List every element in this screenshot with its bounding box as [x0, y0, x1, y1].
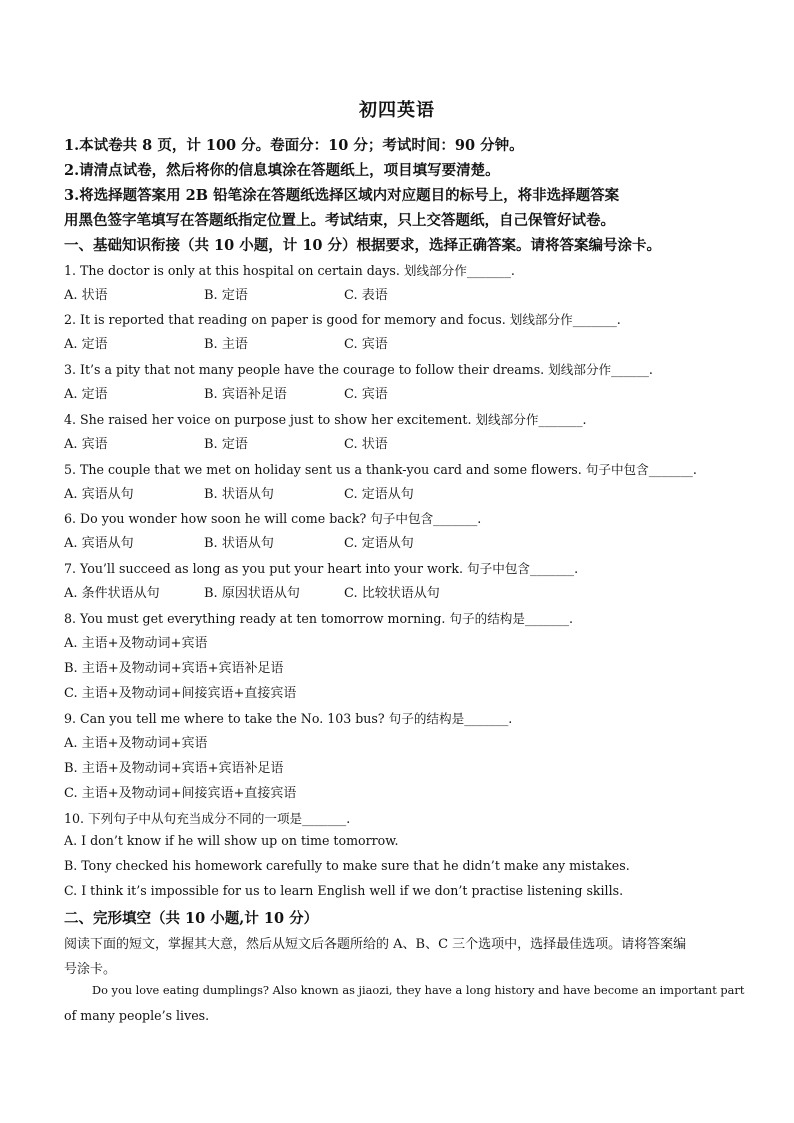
passage-line-2: of many people’s lives. — [64, 1008, 210, 1023]
section1-heading: 一、基础知识衔接（共 10 小题，计 10 分）根据要求，选择正确答案。请将答案编号涂卡。 — [64, 237, 662, 254]
note-1: 1.本试卷共 8 页，计 100 分。卷面分：10 分；考试时间：90 分钟。 — [64, 137, 524, 154]
note-3: 3.将选择题答案用 2B 铅笔涂在答题纸选择区域内对应题目的标号上，将非选择题答案 — [64, 187, 620, 204]
option-b: B. 状语从句 — [204, 487, 274, 502]
note-4: 用黑色签字笔填写在答题纸指定位置上。考试结束，只上交答题纸，自己保管好试卷。 — [64, 212, 615, 229]
question-9-option-b: B. 主语+及物动词+宾语+宾语补足语 — [64, 761, 284, 776]
question-9-stem: 9. Can you tell me where to take the No. 103 bus? 句子的结构是_______. — [64, 711, 513, 726]
option-c: C. 表语 — [344, 288, 388, 303]
question-4-stem: 4. She raised her voice on purpose just to show her excitement. 划线部分作_______. — [64, 412, 587, 427]
option-c: C. 比较状语从句 — [344, 586, 440, 601]
option-c: C. 定语从句 — [344, 487, 414, 502]
option-b: B. 宾语补足语 — [204, 387, 287, 402]
option-a: A. 宾语从句 — [64, 487, 134, 502]
question-8-option-a: A. 主语+及物动词+宾语 — [64, 636, 208, 651]
section2-instruction-2: 号涂卡。 — [64, 962, 117, 977]
question-5-stem: 5. The couple that we met on holiday sent us a thank-you card and some flowers. 句子中包含_______. — [64, 462, 697, 477]
question-7-options — [64, 582, 440, 601]
option-a: A. 状语 — [64, 288, 108, 303]
question-6-options — [64, 532, 414, 551]
question-10-option-a: A. I don’t know if he will show up on time tomorrow. — [64, 833, 399, 848]
question-2-stem: 2. It is reported that reading on paper is good for memory and focus. 划线部分作_______. — [64, 312, 621, 327]
section2-heading: 二、完形填空（共 10 小题,计 10 分） — [64, 910, 319, 927]
question-4-options — [64, 433, 388, 452]
question-5-options — [64, 483, 414, 502]
question-2-options — [64, 333, 388, 352]
option-a: A. 定语 — [64, 337, 108, 352]
option-a: A. 条件状语从句 — [64, 586, 160, 601]
question-10-option-c: C. I think it’s impossible for us to learn English well if we don’t practise listening skills. — [64, 883, 624, 898]
option-b: B. 状语从句 — [204, 536, 274, 551]
question-8-option-b: B. 主语+及物动词+宾语+宾语补足语 — [64, 661, 284, 676]
question-6-stem: 6. Do you wonder how soon he will come back? 句子中包含_______. — [64, 511, 482, 526]
question-8-stem: 8. You must get everything ready at ten tomorrow morning. 句子的结构是_______. — [64, 611, 574, 626]
option-b: B. 定语 — [204, 288, 248, 303]
option-b: B. 主语 — [204, 337, 248, 352]
question-8-option-c: C. 主语+及物动词+间接宾语+直接宾语 — [64, 686, 297, 701]
question-1-options — [64, 284, 388, 303]
option-c: C. 状语 — [344, 437, 388, 452]
option-c: C. 宾语 — [344, 387, 388, 402]
question-9-option-a: A. 主语+及物动词+宾语 — [64, 736, 208, 751]
question-1-stem: 1. The doctor is only at this hospital on certain days. 划线部分作_______. — [64, 263, 515, 278]
option-c: C. 宾语 — [344, 337, 388, 352]
question-7-stem: 7. You’ll succeed as long as you put your heart into your work. 句子中包含_______. — [64, 561, 579, 576]
option-a: A. 宾语 — [64, 437, 108, 452]
passage-line-1: Do you love eating dumplings? Also known as jiaozi, they have a long history and have become an important part — [92, 983, 745, 997]
option-a: A. 定语 — [64, 387, 108, 402]
question-9-option-c: C. 主语+及物动词+间接宾语+直接宾语 — [64, 786, 297, 801]
option-b: B. 定语 — [204, 437, 248, 452]
page-title: 初四英语 — [359, 100, 435, 121]
option-b: B. 原因状语从句 — [204, 586, 300, 601]
option-c: C. 定语从句 — [344, 536, 414, 551]
section2-instruction-1: 阅读下面的短文，掌握其大意，然后从短文后各题所给的 A、B、C 三个选项中，选择最佳选项。请将答案编 — [64, 937, 687, 952]
question-3-options — [64, 383, 388, 402]
note-2: 2.请清点试卷，然后将你的信息填涂在答题纸上，项目填写要清楚。 — [64, 162, 500, 179]
option-a: A. 宾语从句 — [64, 536, 134, 551]
question-10-stem: 10. 下列句子中从句充当成分不同的一项是_______. — [64, 811, 351, 826]
question-10-option-b: B. Tony checked his homework carefully to make sure that he didn’t make any mistakes. — [64, 858, 630, 873]
question-3-stem: 3. It’s a pity that not many people have the courage to follow their dreams. 划线部分作______. — [64, 362, 653, 377]
